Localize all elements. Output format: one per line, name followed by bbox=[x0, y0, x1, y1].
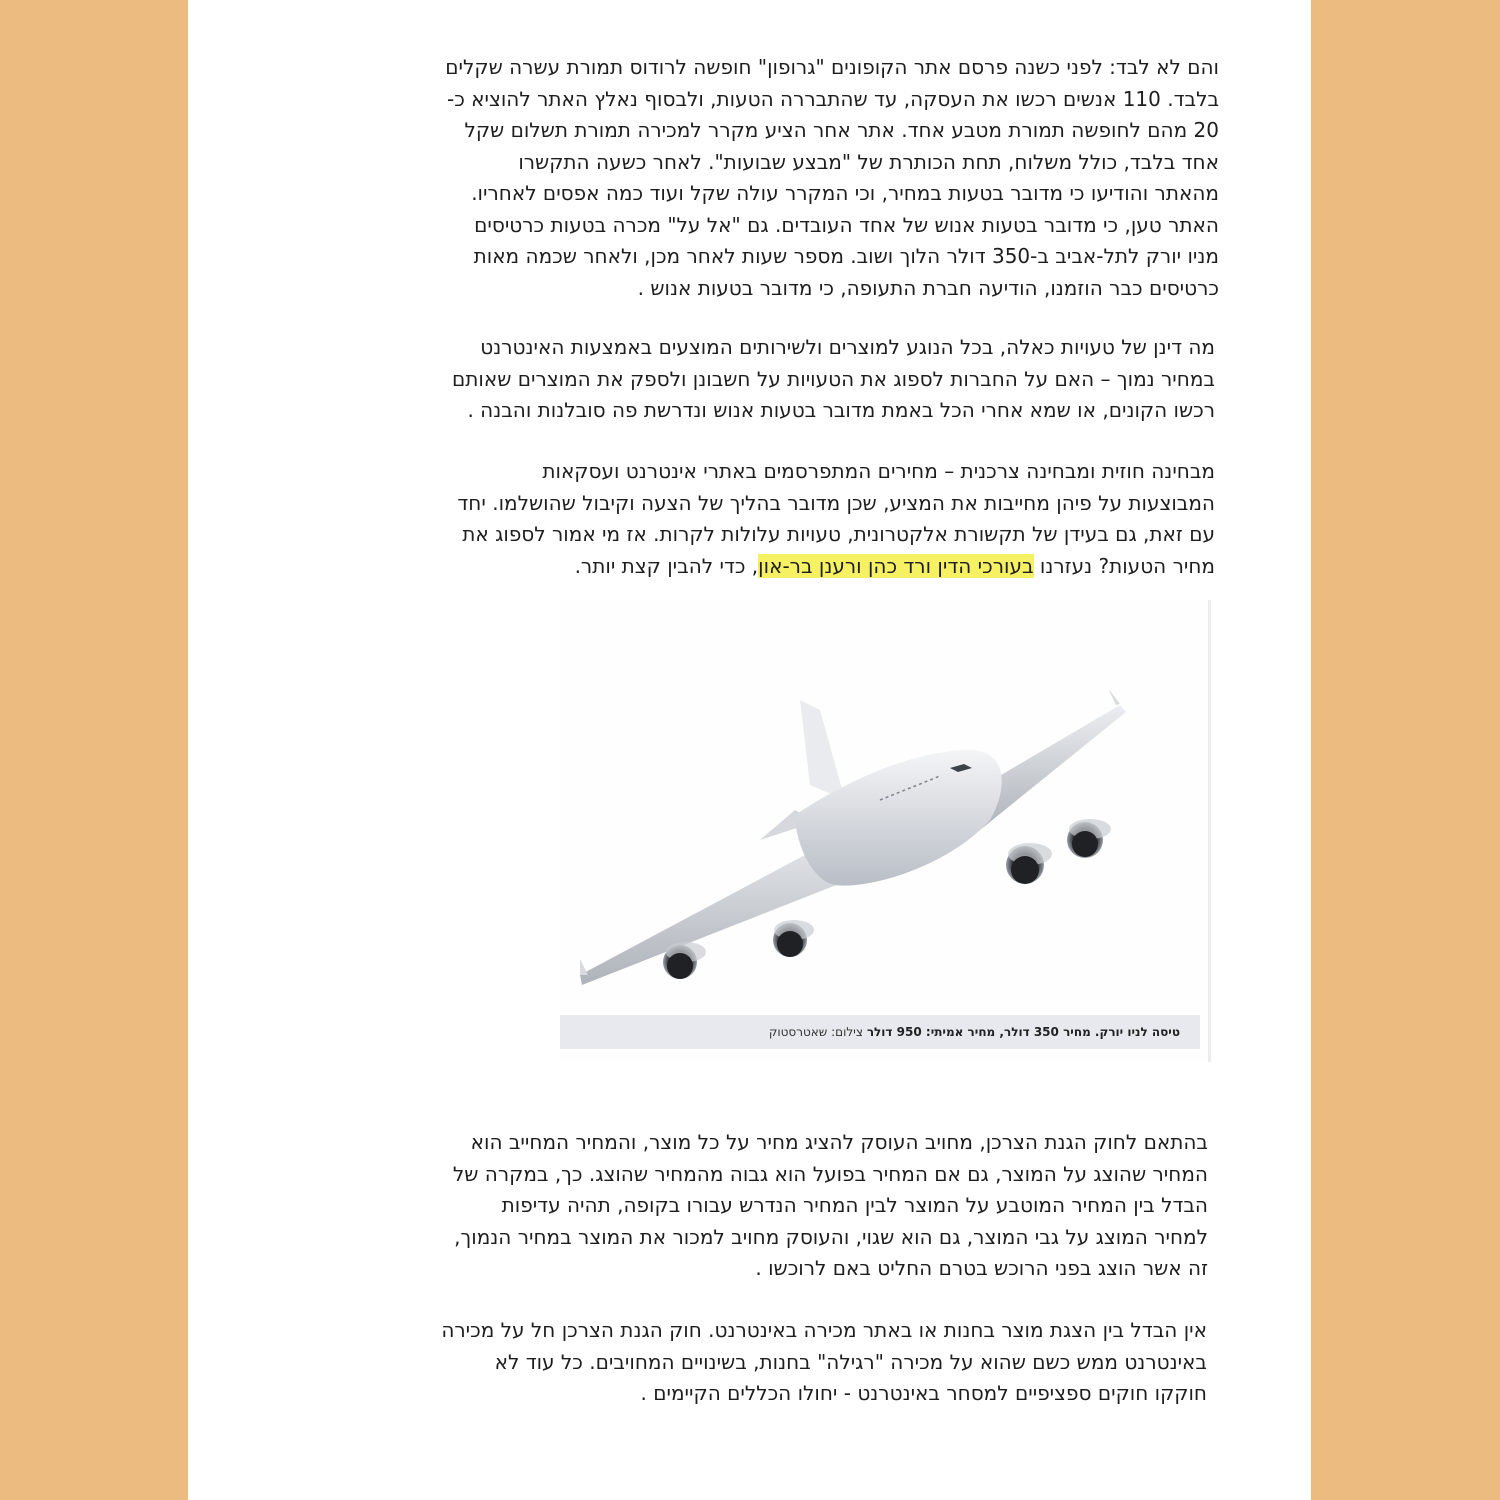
text-line-with-highlight bbox=[315, 551, 1215, 583]
text-line: מניו יורק לתל-אביב ב-350 דולר הלוך ושוב. מספר שעות לאחר מכן, ולאחר שכמה מאות bbox=[473, 244, 1219, 268]
text-line: אחד בלבד, כולל משלוח, תחת הכותרת של "מבצע שבועות". לאחר כשעה התקשרו bbox=[518, 149, 1219, 174]
text-segment: מחיר הטעות? נעזרנו bbox=[1033, 553, 1215, 578]
text-line: מבחינה חוזית ומבחינה צרכנית – מחירים המתפרסמים באתרי אינטרנט ועסקאות bbox=[542, 459, 1215, 483]
text-line: זה אשר הוצג בפני הרוכש בטרם החליט באם לרוכשו . bbox=[755, 1256, 1208, 1280]
airplane-figure bbox=[560, 600, 1211, 1062]
paragraph-question bbox=[315, 332, 1215, 427]
text-line: האתר טען, כי מדובר בטעות אנוש של אחד העובדים. גם "אל על" מכרה בטעות כרטיסים bbox=[474, 212, 1219, 237]
text-line: במחיר נמוך – האם על החברות לספוג את הטעויות על חשבונן ולספק את המוצרים שאותם bbox=[451, 366, 1215, 391]
text-line: למחיר המוצג על גבי המוצר, גם הוא שגוי, והעוסק מחויב למכור את המוצר במחיר הנמוך, bbox=[454, 1224, 1208, 1249]
paragraph-internet-law bbox=[307, 1315, 1207, 1410]
text-line: 20 מהם לחופשה תמורת מטבע אחד. אתר אחר הציע מקרר למכירה תמורת תשלום שקל bbox=[464, 118, 1219, 142]
text-line: באינטרנט ממש כשם שהוא על מכירה "רגילה" בחנות, בשינויים המחויבים. כל עוד לא bbox=[494, 1349, 1207, 1374]
caption-text: טיסה לניו יורק. מחיר 350 דולר, מחיר אמיתי: 950 דולר bbox=[866, 1025, 1180, 1039]
paragraph-mistakes-examples bbox=[319, 52, 1219, 304]
figure-caption bbox=[560, 1015, 1200, 1049]
text-line: בלבד. 110 אנשים רכשו את העסקה, עד שהתבררה הטעות, ולבסוף נאלץ האתר להוציא כ- bbox=[447, 86, 1219, 111]
text-line: מהאתר והודיעו כי מדובר בטעות במחיר, וכי המקרר עולה שקל ועוד כמה אפסים לאחריו. bbox=[471, 181, 1219, 205]
text-line: אין הבדל בין הצגת מוצר בחנות או באתר מכירה באינטרנט. חוק הגנת הצרכן חל על מכירה bbox=[441, 1318, 1207, 1342]
text-line: בהתאם לחוק הגנת הצרכן, מחויב העוסק להציג מחיר על כל מוצר, והמחיר המחייב הוא bbox=[470, 1130, 1208, 1154]
text-line: חוקקו חוקים ספציפיים למסחר באינטרנט - יחולו הכללים הקיימים . bbox=[640, 1381, 1207, 1405]
text-line: עם זאת, גם בעידן של תקשורת אלקטרונית, טעויות עלולות לקרות. אז מי אמור לספוג את bbox=[462, 522, 1215, 546]
paragraph-contract bbox=[315, 456, 1215, 582]
paragraph-consumer-law bbox=[308, 1127, 1208, 1285]
text-line: כרטיסים כבר הוזמנו, הודיעה חברת התעופה, כי מדובר בטעות אנוש . bbox=[637, 275, 1219, 300]
text-line: המחיר שהוצג על המוצר, גם אם המחיר בפועל הוא גבוה מהמחיר שהוצג. כך, במקרה של bbox=[452, 1161, 1208, 1186]
text-line: מה דינן של טעויות כאלה, בכל הנוגע למוצרים ולשירותים המוצעים באמצעות האינטרנט bbox=[480, 335, 1215, 359]
text-segment: , כדי להבין קצת יותר. bbox=[574, 553, 759, 578]
airplane-image bbox=[580, 690, 1140, 1000]
text-line: המבוצעות על פיהן מחייבות את המציע, שכן מדובר בהליך של הצעה וקיבול שהושלמו. יחד bbox=[457, 490, 1215, 515]
highlighted-lawyers-names: בעורכי הדין ורד כהן ורענן בר-און bbox=[758, 553, 1034, 578]
text-line: רכשו הקונים, או שמא אחרי הכל באמת מדובר בטעות אנוש ונדרשת פה סובלנות והבנה . bbox=[467, 398, 1215, 422]
photo-credit: צילום: שאטרסטוק bbox=[768, 1025, 867, 1039]
document-page bbox=[188, 0, 1311, 1500]
text-line: הבדל בין המחיר המוטבע על המוצר לבין המחיר הנדרש עבורו בקופה, תהיה עדיפות bbox=[501, 1193, 1208, 1217]
text-line: והם לא לבד: לפני כשנה פרסם אתר הקופונים "גרופון" חופשה לרודוס תמורת עשרה שקלים bbox=[445, 55, 1219, 79]
